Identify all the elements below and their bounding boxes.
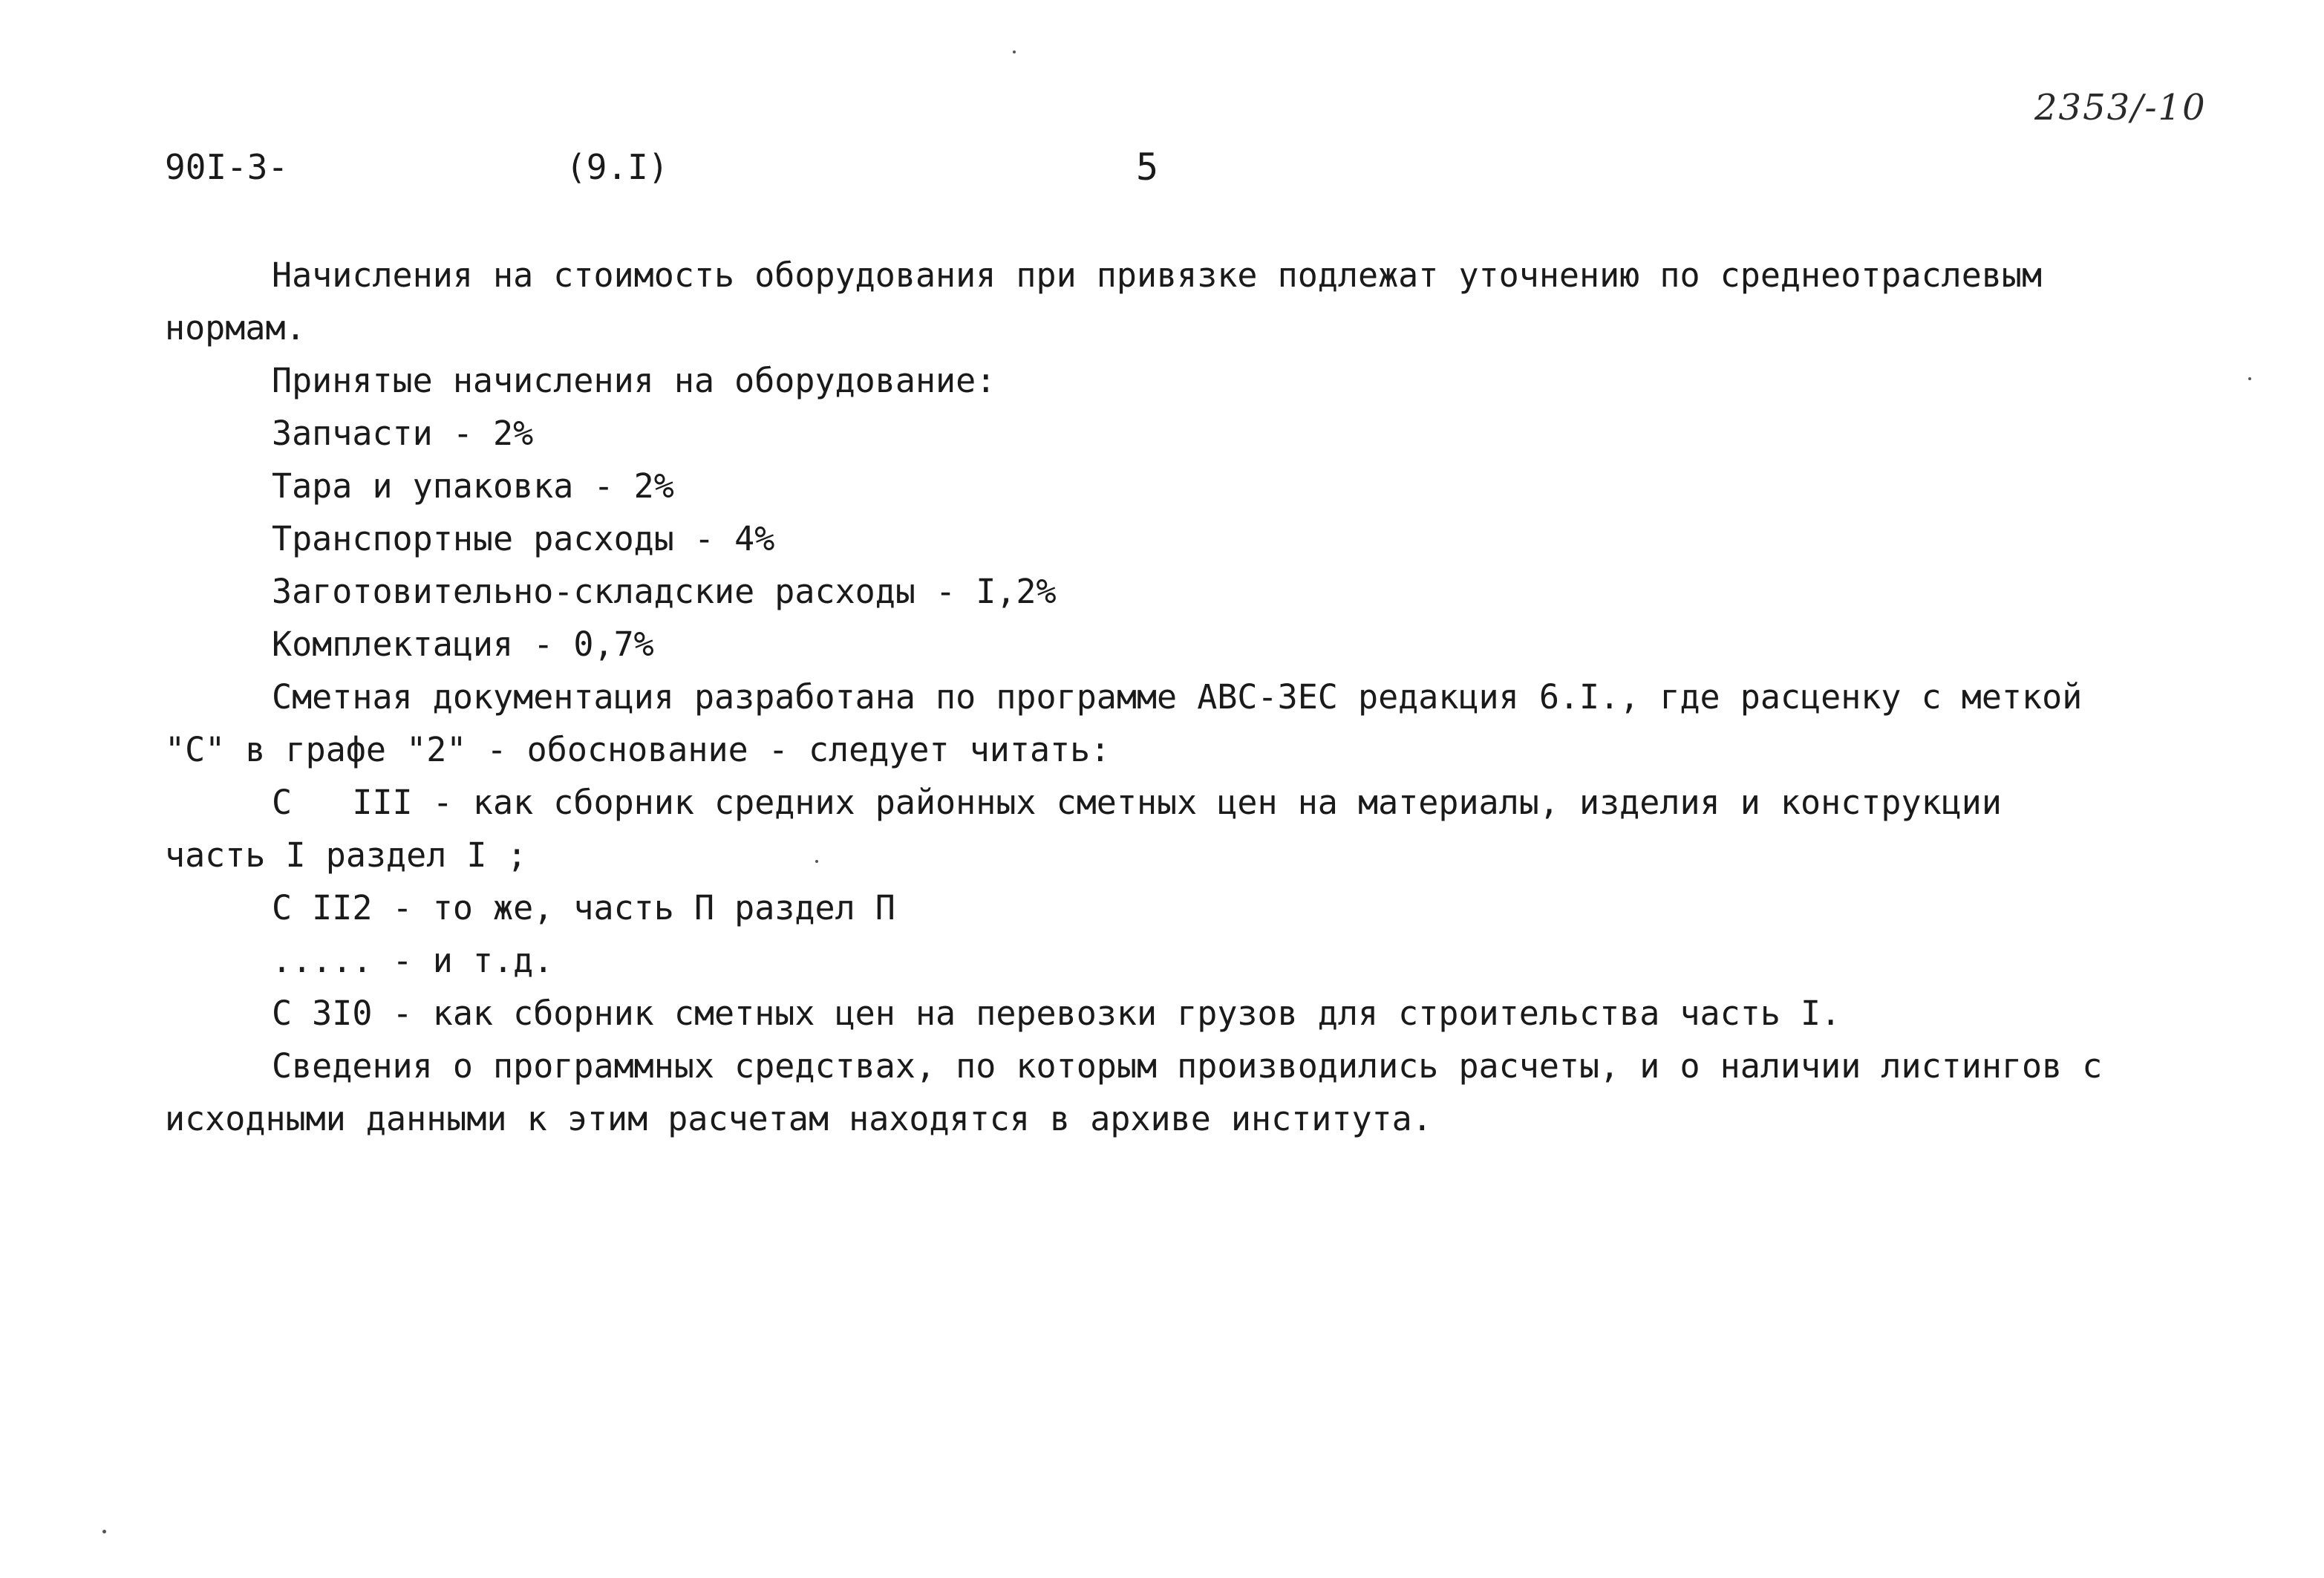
- text-line: Сведения о программных средствах, по которым производились расчеты, и о наличии листингов с: [272, 1046, 2103, 1086]
- body-text: [165, 249, 2184, 1145]
- scan-speck: [102, 1530, 106, 1533]
- text-line: Начисления на стоимость оборудования при привязке подлежат уточнению по среднеотраслевым: [272, 255, 2043, 295]
- text-line: Принятые начисления на оборудование:: [272, 361, 996, 400]
- document-code: 90I-3-: [165, 147, 289, 187]
- text-line: Сметная документация разработана по программе АВС-ЗЕС редакция 6.I., где расценку с меткой: [272, 677, 2083, 717]
- text-line: С II2 - то же, часть П раздел П: [272, 888, 895, 927]
- text-line: Заготовительно-складские расходы - I,2%: [272, 572, 1057, 611]
- text-line: "С" в графе "2" - обоснование - следует читать:: [165, 730, 1111, 769]
- text-line: Тара и упаковка - 2%: [272, 466, 674, 506]
- page-header: [0, 141, 2324, 193]
- text-line: Комплектация - 0,7%: [272, 625, 654, 664]
- scan-speck: [1013, 50, 1016, 53]
- text-line: Запчасти - 2%: [272, 414, 534, 453]
- scan-speck: [2248, 377, 2251, 380]
- page-number: 5: [1136, 146, 1159, 189]
- text-line: нормам.: [165, 308, 306, 348]
- section-number: (9.I): [566, 147, 669, 187]
- text-line: Транспортные расходы - 4%: [272, 519, 775, 558]
- text-line: С III - как сборник средних районных сметных цен на материалы, изделия и конструкции: [272, 783, 2002, 822]
- text-line: часть I раздел I ;: [165, 835, 527, 875]
- text-line: С 3I0 - как сборник сметных цен на перевозки грузов для строительства часть I.: [272, 994, 1841, 1033]
- text-line: исходными данными к этим расчетам находятся в архиве института.: [165, 1099, 1432, 1138]
- handwritten-archive-number: 2353/-10: [2034, 87, 2207, 128]
- text-line: ..... - и т.д.: [272, 941, 554, 980]
- scan-speck: [815, 860, 818, 863]
